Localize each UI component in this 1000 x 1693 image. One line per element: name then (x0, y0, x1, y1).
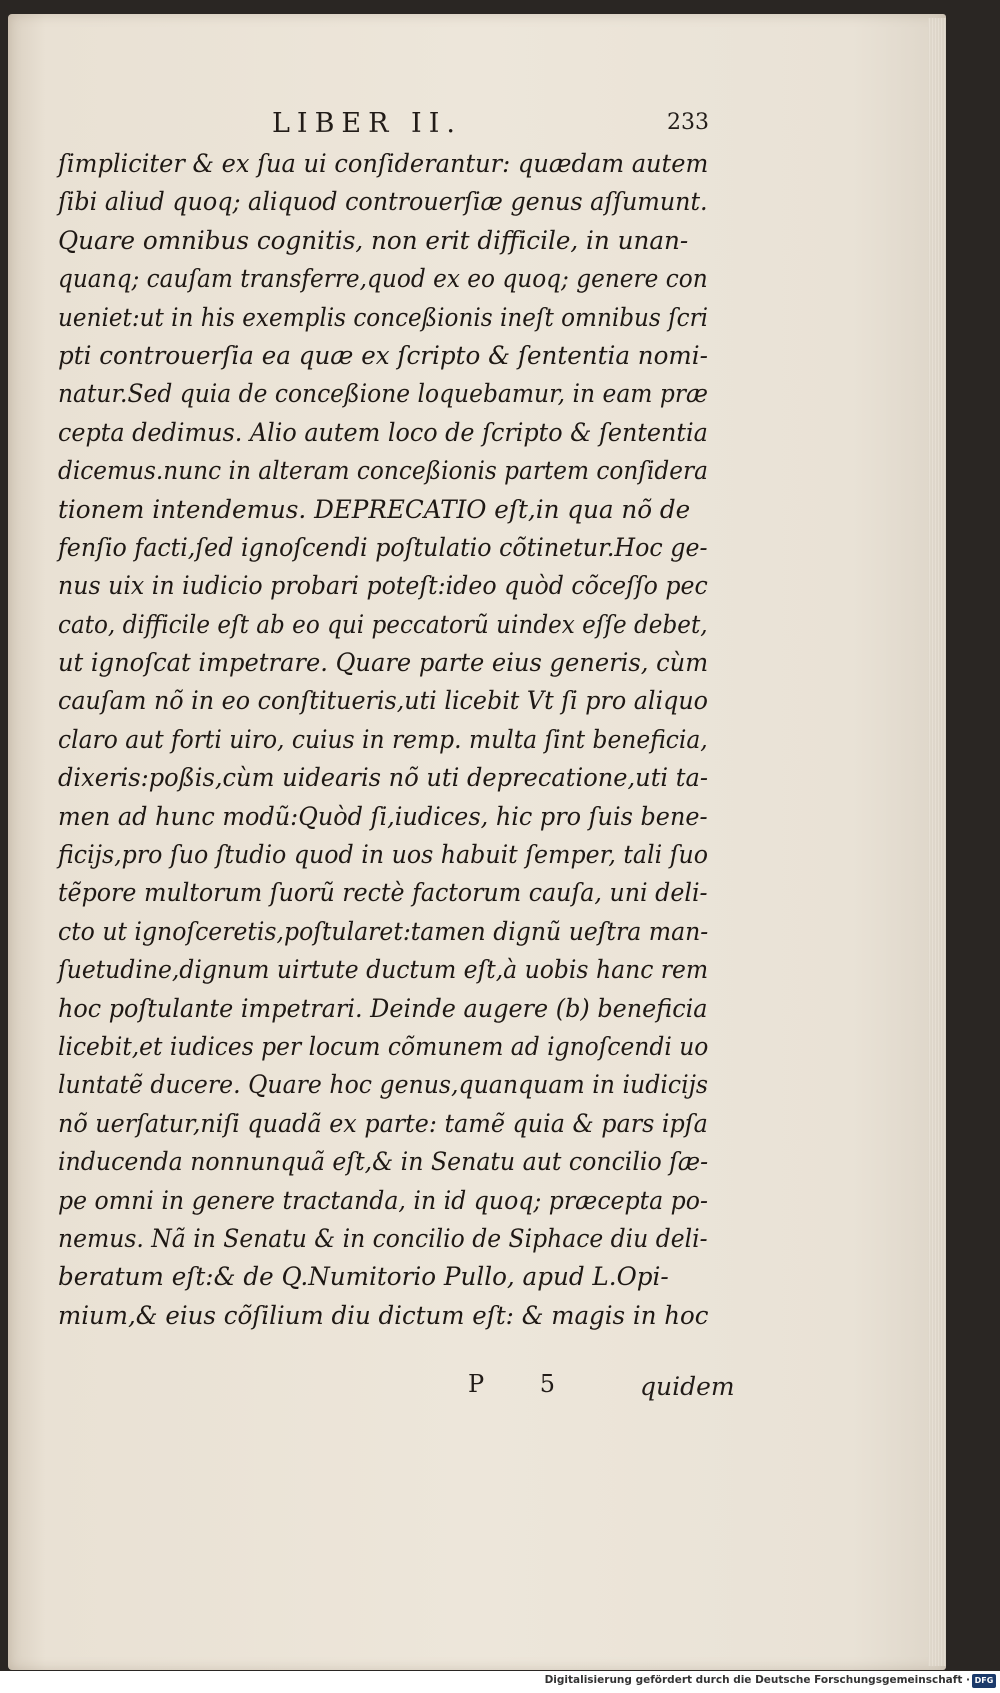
text-line: luntatẽ ducere. Quare hoc genus,quanquam in iudicijs (58, 1070, 709, 1100)
text-line: pti controuerſia ea quæ ex ſcripto & ſententia nomi- (58, 340, 708, 370)
text-line: beratum eſt:& de Q.Numitorio Pullo, apud L.Opi- (58, 1262, 669, 1292)
text-line: inducenda nonnunquã eſt,& in Senatu aut concilio ſæ- (58, 1147, 709, 1177)
text-line: men ad hunc modũ:Quòd ſi,iudices, hic pro ſuis bene- (58, 801, 708, 831)
catchword: quidem (640, 1372, 735, 1401)
text-line: ſuetudine,dignum uirtute ductum eſt,à uobis hanc rem (58, 955, 709, 985)
running-head: LIBER II. (272, 108, 462, 139)
text-line: hoc poſtulante impetrari. Deinde augere (b) beneficia (58, 993, 708, 1023)
body-text (58, 145, 718, 1335)
text-line: licebit,et iudices per locum cõmunem ad ignoſcendi uo (58, 1031, 709, 1061)
text-line: cauſam nõ in eo conſtitueris,uti licebit Vt ſi pro aliquo (58, 686, 708, 716)
text-line: cepta dedimus. Alio autem loco de ſcripto & ſententia (58, 417, 708, 447)
text-line: tẽpore multorum ſuorũ rectè factorum cauſa, uni deli- (58, 878, 708, 908)
text-line: ueniet:ut in his exemplis conceßionis ineſt omnibus ſcri (58, 302, 709, 332)
text-line: nõ uerſatur,niſi quadã ex parte: tamẽ quia & pars ipſa (58, 1108, 708, 1138)
text-line: ſimpliciter & ex ſua ui conſiderantur: quædam autem (58, 149, 709, 178)
text-line: ſibi aliud quoq; aliquod controuerſiæ genus aſſumunt. (58, 187, 708, 217)
text-line: ut ignoſcat impetrare. Quare parte eius generis, cùm (58, 648, 709, 678)
dfg-logo-icon: DFG (972, 1674, 996, 1688)
text-line: Quare omnibus cognitis, non erit difficile, in unan- (58, 225, 689, 255)
text-line: cto ut ignoſceretis,poſtularet:tamen dignũ ueſtra man- (58, 916, 709, 946)
text-line: dicemus.nunc in alteram conceßionis partem conſidera (58, 456, 708, 486)
text-line: nemus. Nã in Senatu & in concilio de Siphace diu deli- (58, 1223, 708, 1253)
text-line: cato, difficile eſt ab eo qui peccatorũ uindex eſſe debet, (58, 609, 708, 639)
signature-mark: P 5 (468, 1370, 580, 1398)
text-line: mium,& eius cõſilium diu dictum eſt: & magis in hoc (58, 1300, 709, 1330)
text-line: nus uix in iudicio probari poteſt:ideo quòd cõceſſo pec (58, 571, 708, 601)
digitization-footer (0, 1671, 1000, 1693)
text-line: tionem intendemus. DEPRECATIO eſt,in qua nõ de (58, 494, 691, 524)
text-line: dixeris:poßis,cùm uidearis nõ uti deprecatione,uti ta- (58, 763, 708, 793)
text-line: fenſio facti,ſed ignoſcendi poſtulatio cõtinetur.Hoc ge- (58, 532, 708, 562)
page-edges (928, 18, 946, 1666)
text-line: natur.Sed quia de conceßione loquebamur, in eam præ (58, 379, 709, 409)
funding-credit: Digitalisierung gefördert durch die Deutsche Forschungsgemeinschaft · (544, 1674, 970, 1686)
page-number: 233 (667, 110, 709, 135)
text-line: pe omni in genere tractanda, in id quoq; præcepta po- (58, 1185, 708, 1215)
text-line: ficijs,pro ſuo ſtudio quod in uos habuit ſemper, tali ſuo (58, 840, 709, 870)
text-line: quanq; cauſam transferre,quod ex eo quoq; genere con (58, 264, 708, 294)
text-line: claro aut forti uiro, cuius in remp. multa ſint beneficia, (58, 724, 708, 754)
